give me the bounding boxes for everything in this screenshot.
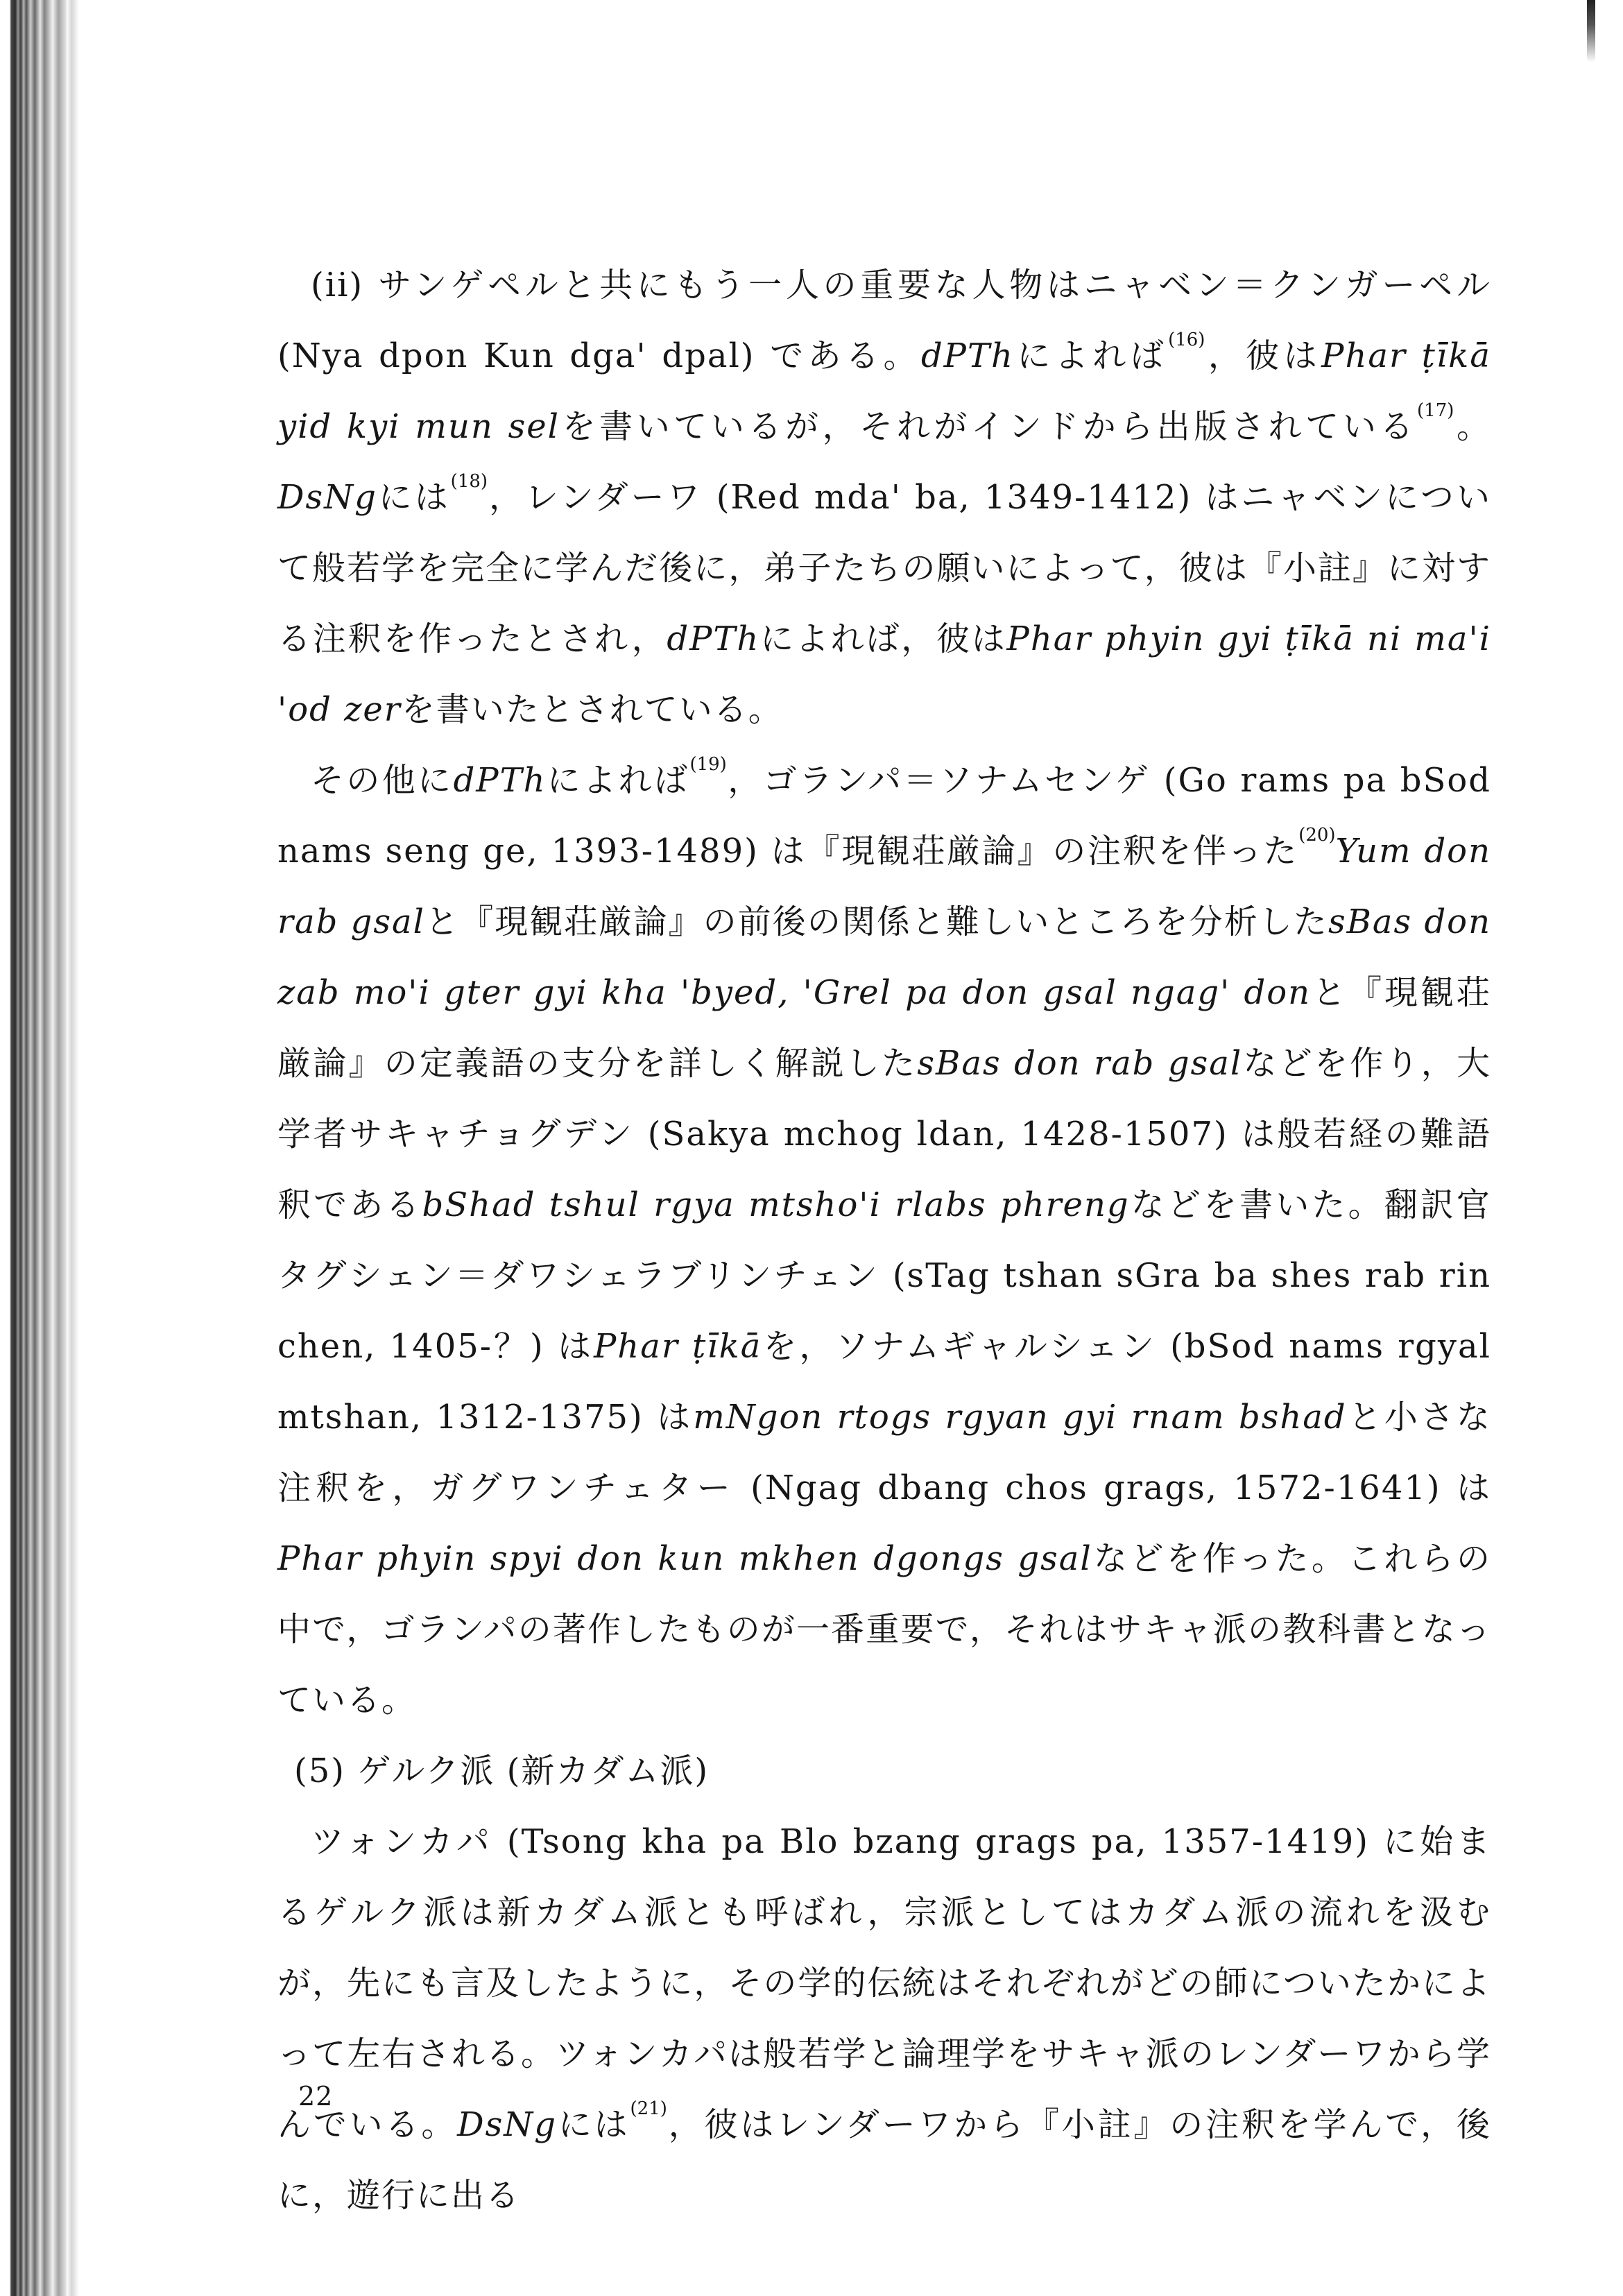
work-title: bShad tshul rgya mtsho'i rlabs phreng bbox=[422, 1185, 1130, 1224]
text: によれば bbox=[1013, 336, 1169, 375]
footnote-marker[interactable]: (20) bbox=[1298, 825, 1336, 846]
text: を書いたとされている。 bbox=[401, 690, 783, 729]
footnote-marker[interactable]: (18) bbox=[450, 471, 488, 492]
work-title: Phar phyin gyi ṭīkā ni ma'i 'od zer bbox=[277, 619, 1491, 729]
paragraph-others bbox=[277, 745, 1491, 1736]
text: などを書いた。翻訳官タグシェン＝ダワシェラブリンチェン (sTag tshan sGra ba shes rab rin chen, 1405-？) は bbox=[277, 1185, 1491, 1366]
section-heading: (5) ゲルク派 (新カダム派) bbox=[294, 1751, 710, 1790]
paragraph-gelug bbox=[277, 1806, 1491, 2231]
work-abbreviation: DsNg bbox=[457, 2105, 558, 2144]
text: と『現観荘厳論』の定義語の支分を詳しく解説した bbox=[277, 973, 1491, 1083]
text: などを作り，大学者サキャチョグデン (Sakya mchog ldan, 1428-1507) は般若経の難語釈である bbox=[277, 1044, 1491, 1224]
text: その他に bbox=[311, 761, 454, 800]
footnote-marker[interactable]: (16) bbox=[1168, 329, 1205, 350]
work-title: Yum don rab gsal bbox=[277, 832, 1491, 941]
work-title: Phar ṭīkā bbox=[594, 1327, 762, 1366]
text: を，ソナムギャルシェン (bSod nams rgyal mtshan, 1312-1375) は bbox=[277, 1327, 1491, 1437]
work-abbreviation: dPTh bbox=[453, 761, 547, 800]
text: ，ゴランパ＝ソナムセンゲ (Go rams pa bSod nams seng ge, 1393-1489) は『現観荘厳論』の注釈を伴った bbox=[277, 761, 1491, 871]
text: ，彼はレンダーワから『小註』の注釈を学んで，後に，遊行に出る bbox=[277, 2105, 1491, 2215]
text: ，レンダーワ (Red mda' ba, 1349-1412) はニャベンについて般若学を完全に学んだ後に，弟子たちの願いによって，彼は『小註』に対する注釈を作ったとされ， bbox=[277, 478, 1491, 658]
scan-corner-mark bbox=[1587, 0, 1595, 62]
work-title: Phar ṭīkā yid kyi mun sel bbox=[277, 336, 1491, 446]
text: には bbox=[377, 478, 451, 517]
text: ツォンカパ (Tsong kha pa Blo bzang grags pa, 1357-1419) に始まるゲルク派は新カダム派とも呼ばれ，宗派としてはカダム派の流れを汲むが，先にも言及したように，その学的伝統はそれぞれがどの師についたかによって左右される。ツォンカパは般若学と論理学をサキャ派のレンダーワから学んでいる。 bbox=[277, 1822, 1491, 2144]
text: によれば，彼は bbox=[759, 619, 1007, 658]
text: と小さな注釈を，ガグワンチェター (Ngag dbang chos grags, 1572-1641) は bbox=[277, 1398, 1491, 1507]
text: 。 bbox=[1454, 407, 1491, 446]
footnote-marker[interactable]: (21) bbox=[630, 2098, 667, 2119]
work-abbreviation: dPTh bbox=[920, 336, 1014, 375]
footnote-marker[interactable]: (19) bbox=[689, 754, 727, 775]
work-title: sBas don zab mo'i gter gyi kha 'byed, 'Grel pa don gsal ngag' don bbox=[277, 902, 1491, 1012]
work-abbreviation: dPTh bbox=[667, 619, 760, 658]
page-body bbox=[277, 250, 1491, 2231]
work-abbreviation: DsNg bbox=[277, 478, 377, 517]
work-title: Phar phyin spyi don kun mkhen dgongs gsal bbox=[277, 1539, 1092, 1578]
page-number: 22 bbox=[298, 2081, 334, 2111]
work-title: sBas don rab gsal bbox=[917, 1044, 1243, 1083]
text: ，彼は bbox=[1205, 336, 1322, 375]
text: には bbox=[557, 2105, 630, 2144]
work-title: mNgon rtogs rgyan gyi rnam bshad bbox=[693, 1398, 1347, 1437]
text: と『現観荘厳論』の前後の関係と難しいところを分析した bbox=[424, 902, 1328, 941]
text: などを作った。これらの中で，ゴランパの著作したものが一番重要で，それはサキャ派の教科書となっている。 bbox=[277, 1539, 1491, 1720]
scan-binding-highlight bbox=[67, 0, 79, 2296]
text: によれば bbox=[546, 761, 690, 800]
text: を書いているが，それがインドから出版されている bbox=[560, 407, 1418, 446]
footnote-marker[interactable]: (17) bbox=[1417, 400, 1454, 421]
text: (ii) サンゲペルと共にもう一人の重要な人物はニャベン＝クンガーペル(Nya dpon Kun dga' dpal) である。 bbox=[277, 266, 1491, 375]
paragraph-ii bbox=[277, 250, 1491, 745]
